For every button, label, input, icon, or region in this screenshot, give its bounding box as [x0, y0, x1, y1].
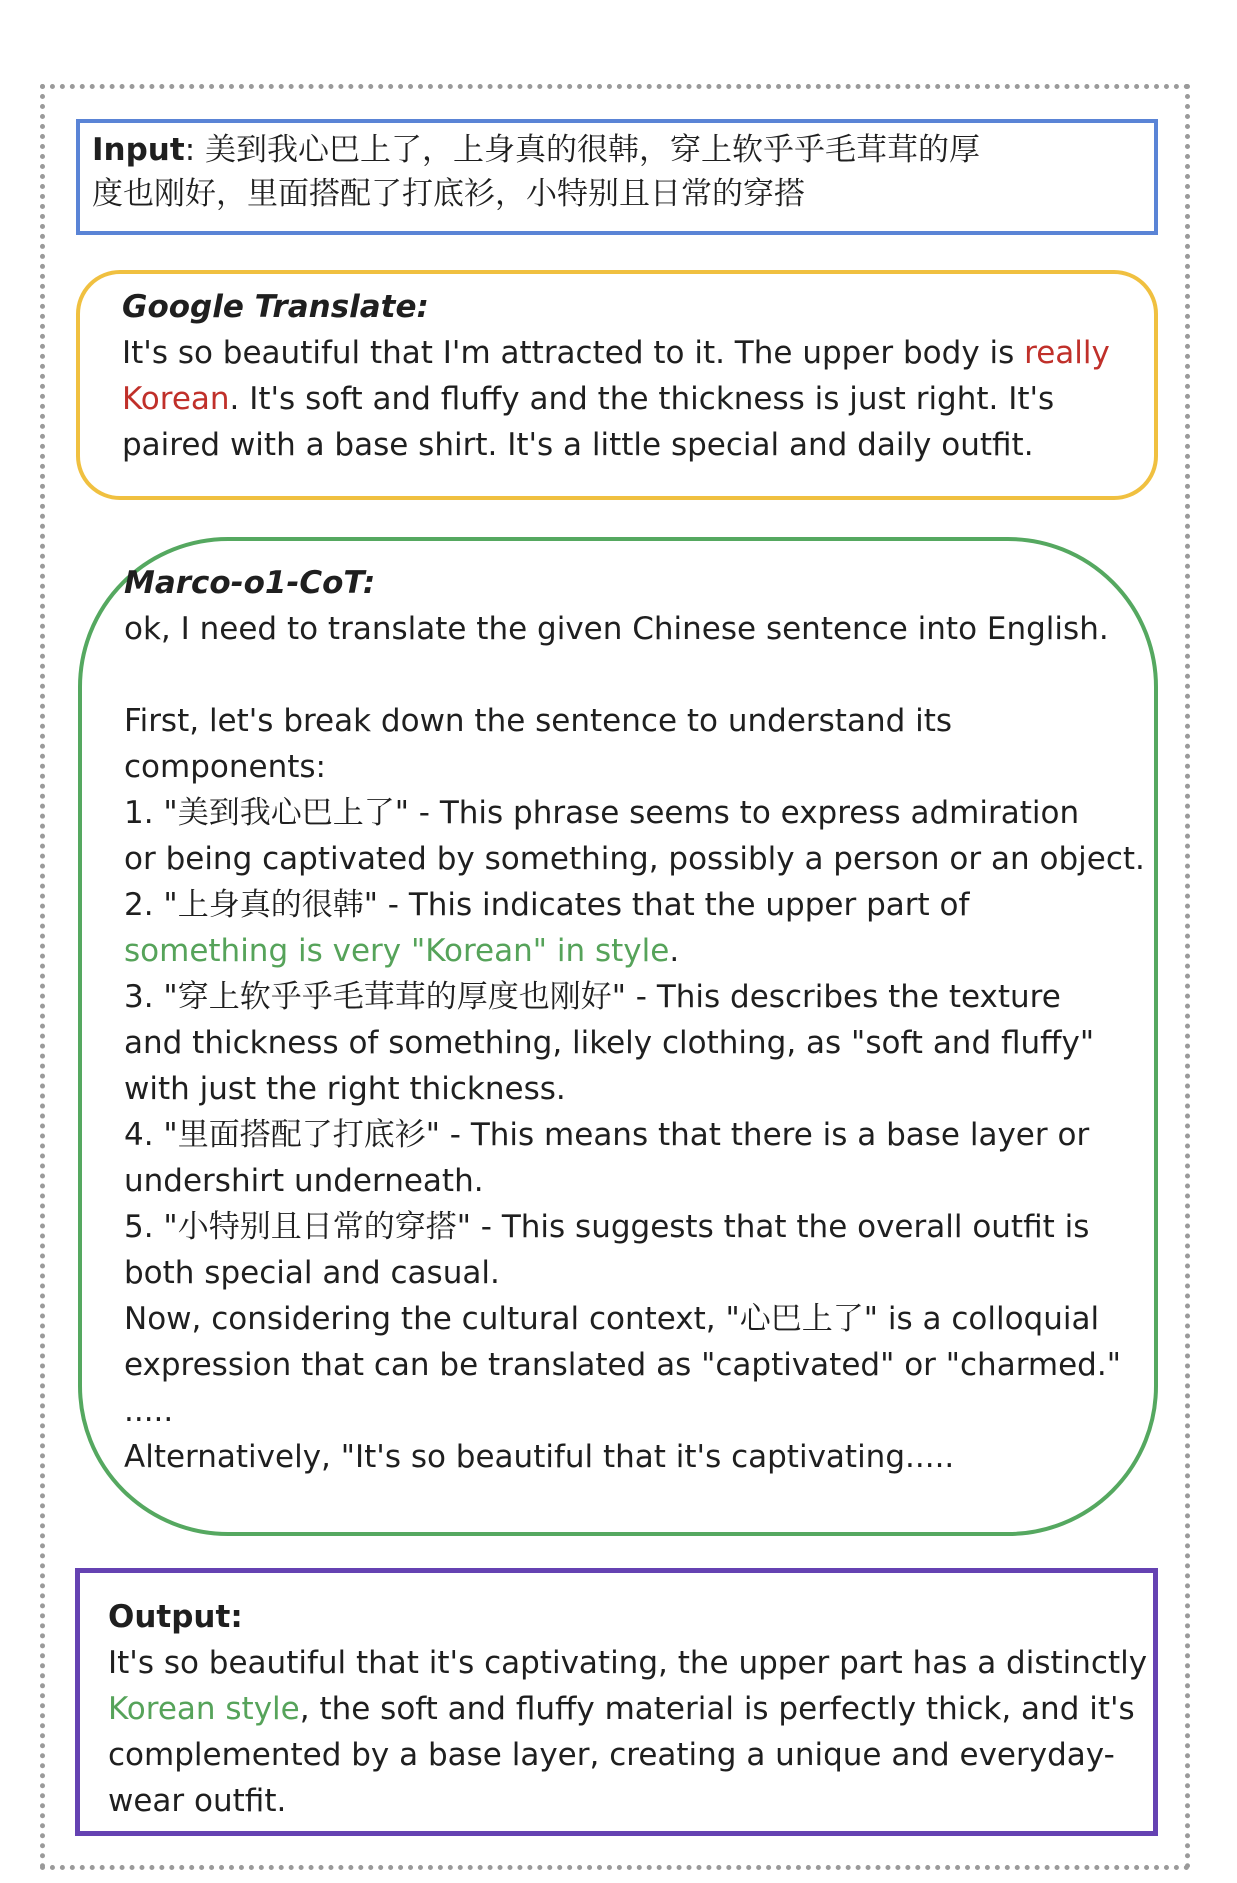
output-label: Output:	[108, 1599, 243, 1635]
marco-line-11: 4. "里面搭配了打底衫" - This means that there is a base layer or	[124, 1117, 1090, 1153]
marco-line-1: ok, I need to translate the given Chinese sentence into English.	[124, 611, 1109, 647]
output-good-highlight: Korean style	[108, 1691, 300, 1727]
output-text	[108, 1594, 1147, 1824]
google-translate-text	[122, 284, 1110, 468]
marco-line-3: components:	[124, 749, 326, 785]
marco-line-9: and thickness of something, likely clothing, as "soft and fluffy"	[124, 1025, 1095, 1061]
google-error-highlight-1: really	[1024, 335, 1110, 371]
input-text	[92, 128, 980, 216]
marco-line-15: Now, considering the cultural context, "心巴上了" is a colloquial	[124, 1301, 1100, 1337]
marco-line-6: 2. "上身真的很韩" - This indicates that the upper part of	[124, 887, 970, 923]
marco-line-4: 1. "美到我心巴上了" - This phrase seems to express admiration	[124, 795, 1080, 831]
input-label: Input	[92, 132, 185, 168]
marco-line-14: both special and casual.	[124, 1255, 500, 1291]
marco-line-17: .....	[124, 1393, 174, 1429]
google-error-highlight-2: Korean	[122, 381, 230, 417]
input-line-2: 度也刚好，里面搭配了打底衫，小特别且日常的穿搭	[92, 176, 805, 212]
input-colon: :	[184, 132, 205, 168]
marco-cot-text	[124, 560, 1145, 1480]
marco-good-highlight: something is very "Korean" in style	[124, 933, 670, 969]
input-line-1: 美到我心巴上了，上身真的很韩，穿上软乎乎毛茸茸的厚	[205, 132, 980, 168]
output-line-3: complemented by a base layer, creating a unique and everyday-	[108, 1737, 1115, 1773]
marco-line-16: expression that can be translated as "captivated" or "charmed."	[124, 1347, 1121, 1383]
output-line-4: wear outfit.	[108, 1783, 287, 1819]
marco-line-12: undershirt underneath.	[124, 1163, 484, 1199]
marco-line-5: or being captivated by something, possibly a person or an object.	[124, 841, 1145, 877]
google-line-2: . It's soft and fluffy and the thickness is just right. It's	[229, 381, 1055, 417]
output-line-2: , the soft and fluffy material is perfectly thick, and it's	[299, 1691, 1135, 1727]
marco-line-13: 5. "小特别且日常的穿搭" - This suggests that the overall outfit is	[124, 1209, 1090, 1245]
marco-line-10: with just the right thickness.	[124, 1071, 566, 1107]
marco-line-7-end: .	[669, 933, 680, 969]
marco-line-8: 3. "穿上软乎乎毛茸茸的厚度也刚好" - This describes the texture	[124, 979, 1061, 1015]
marco-blank-line	[124, 652, 1145, 698]
google-line-3: paired with a base shirt. It's a little special and daily outfit.	[122, 427, 1034, 463]
output-line-1: It's so beautiful that it's captivating, the upper part has a distinctly	[108, 1645, 1148, 1681]
marco-cot-label: Marco-o1-CoT:	[124, 565, 376, 601]
google-translate-label: Google Translate:	[122, 289, 429, 325]
marco-line-2: First, let's break down the sentence to understand its	[124, 703, 953, 739]
marco-line-18: Alternatively, "It's so beautiful that it's captivating.....	[124, 1439, 955, 1475]
google-line-1: It's so beautiful that I'm attracted to it. The upper body is	[122, 335, 1025, 371]
